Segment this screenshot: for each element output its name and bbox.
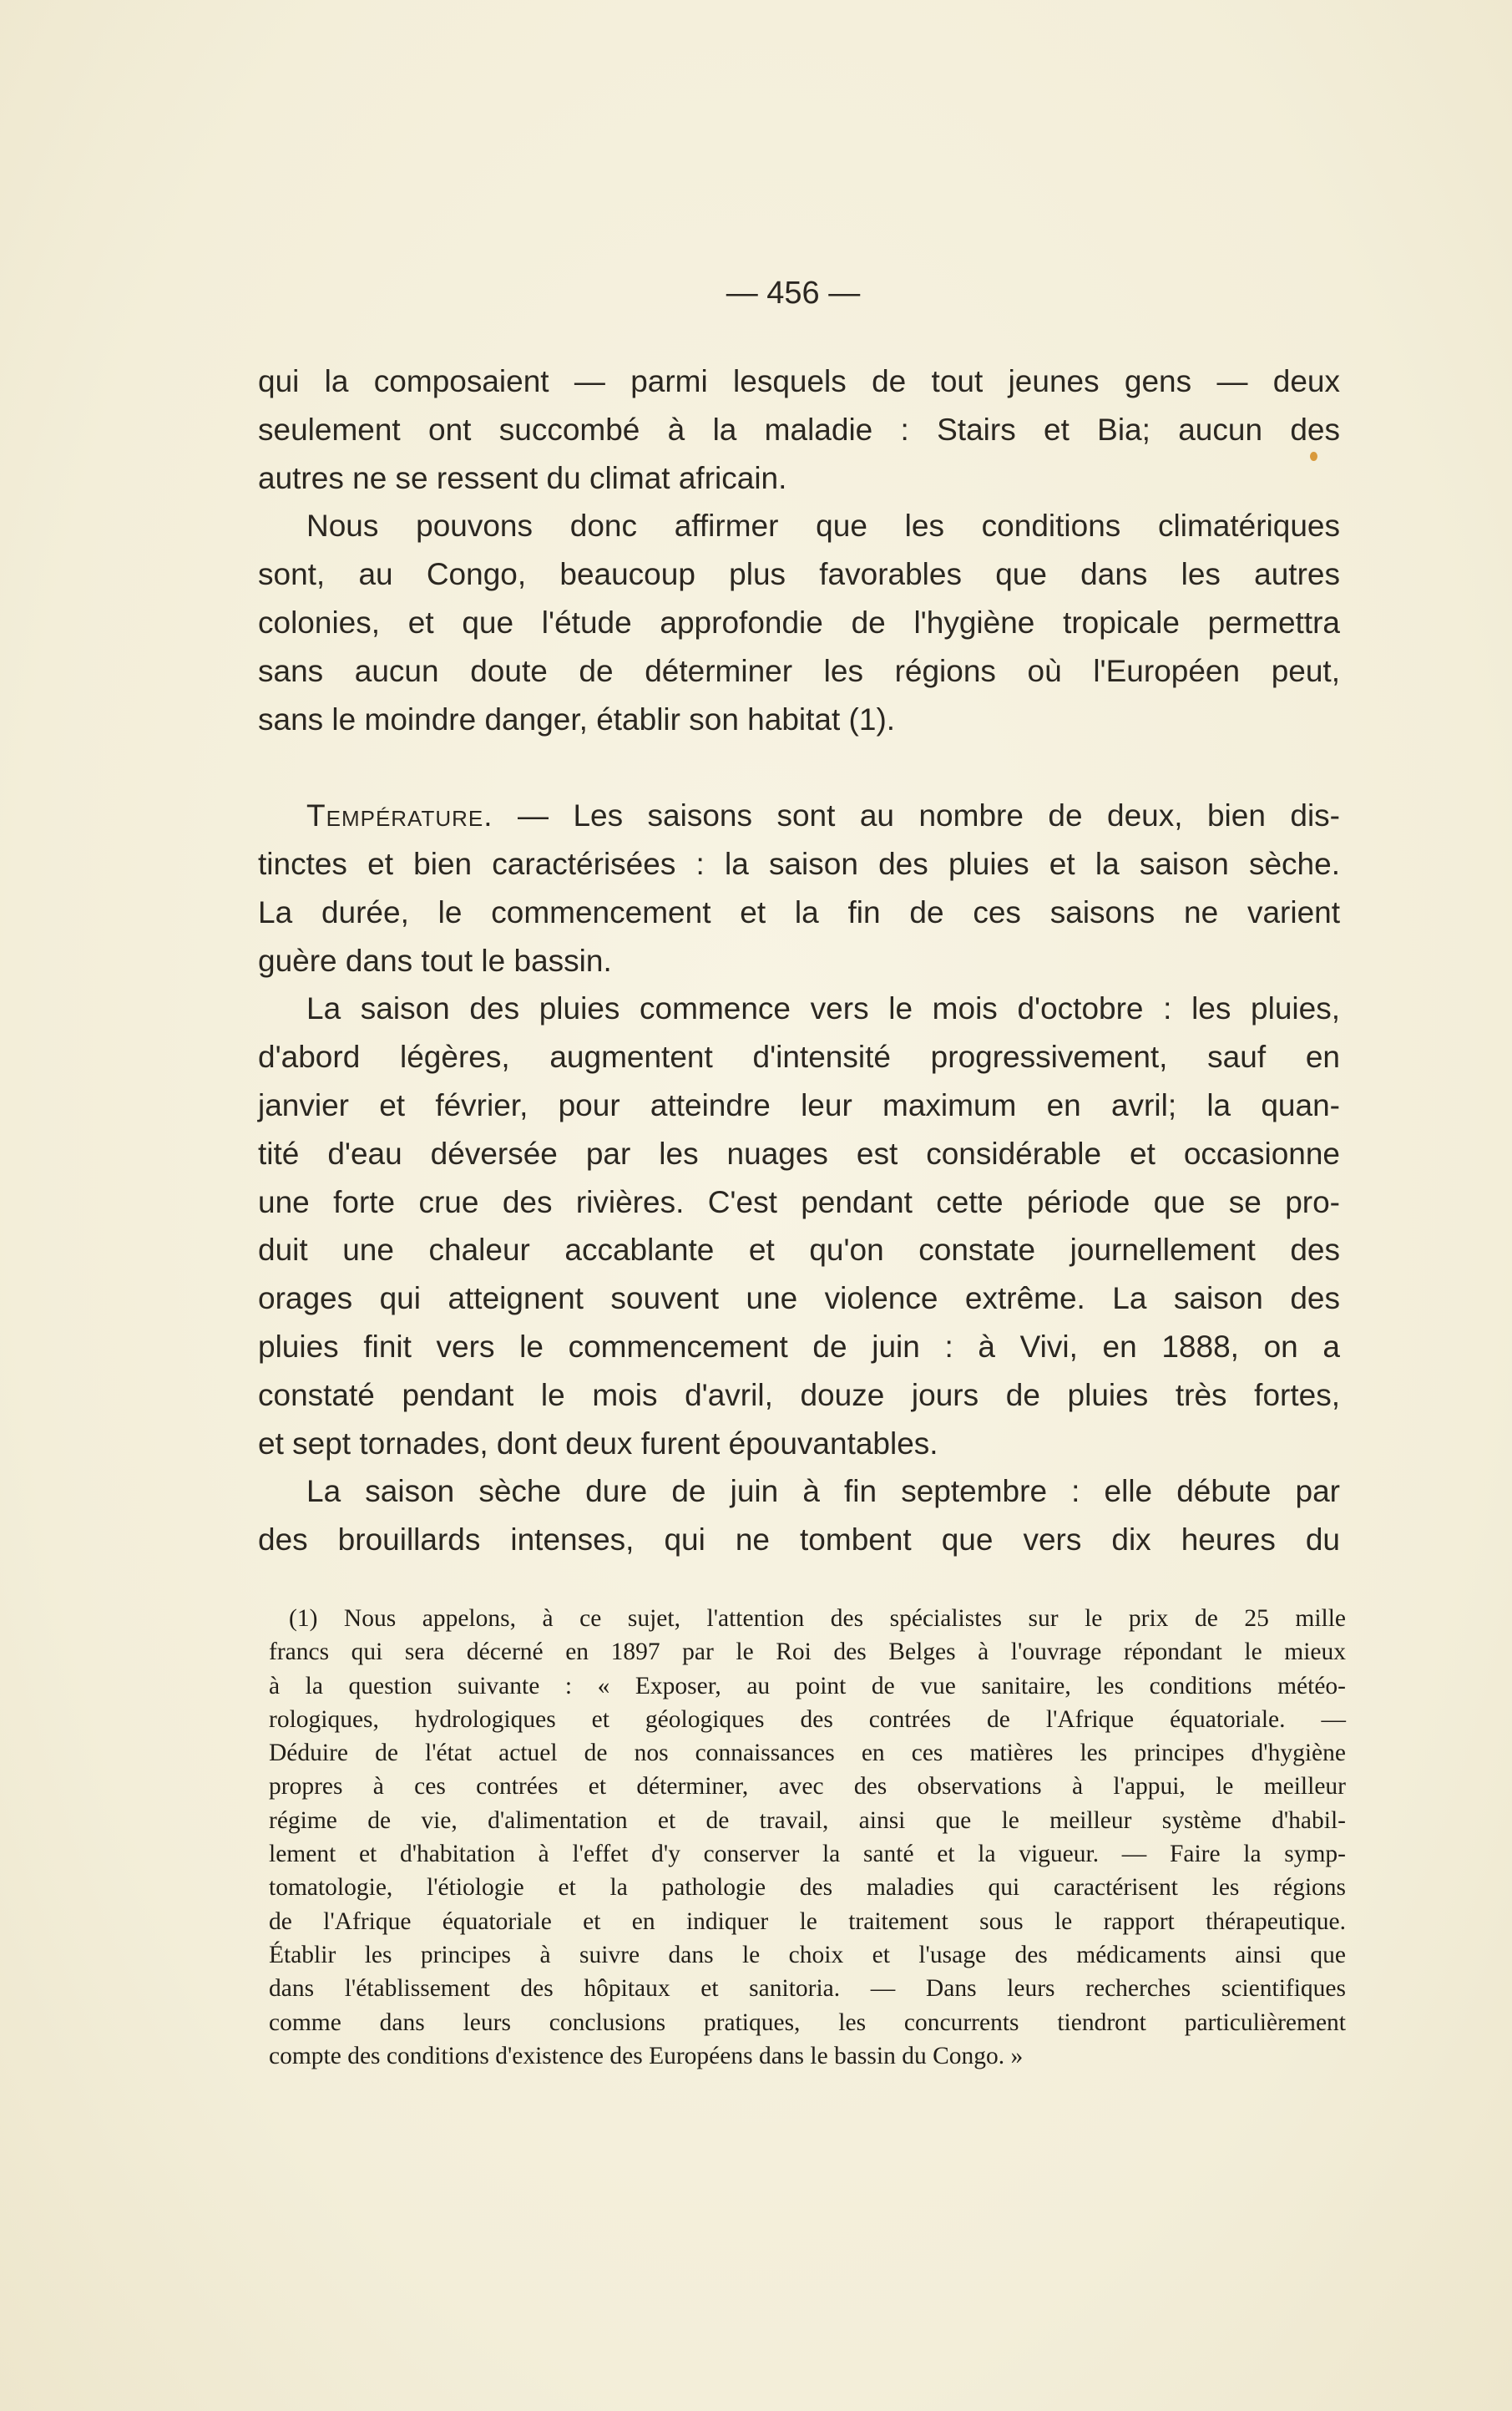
paragraph-gap: [258, 743, 1340, 792]
text-line: duit une chaleur accablante et qu'on constate journellement des: [258, 1233, 1340, 1268]
footnote-line: Déduire de l'état actuel de nos connaissances en ces matières les principes d'hygiène: [269, 1740, 1346, 1767]
text-line-rest: — Les saisons sont au nombre de deux, bien dis-: [493, 798, 1340, 833]
text-line: orages qui atteignent souvent une violence extrême. La saison des: [258, 1281, 1340, 1316]
footnote-line: rologiques, hydrologiques et géologiques des contrées de l'Afrique équatoriale. —: [269, 1705, 1346, 1733]
footnote-line: Établir les principes à suivre dans le choix et l'usage des médicaments ainsi que: [269, 1941, 1346, 1968]
text-line: Nous pouvons donc affirmer que les conditions climatériques: [306, 509, 1340, 544]
footnote-line: de l'Afrique équatoriale et en indiquer le traitement sous le rapport thérapeutique.: [269, 1907, 1346, 1935]
page-number: — 456 —: [726, 276, 861, 311]
footnote: [269, 1602, 1346, 2073]
text-line: La saison sèche dure de juin à fin septembre : elle débute par: [306, 1474, 1340, 1509]
text-line: qui la composaient — parmi lesquels de tout jeunes gens — deux: [258, 364, 1340, 398]
text-line: et sept tornades, dont deux furent épouvantables.: [258, 1426, 938, 1461]
text-line: tité d'eau déversée par les nuages est considérable et occasionne: [258, 1136, 1340, 1171]
text-line: une forte crue des rivières. C'est pendant cette période que se pro-: [258, 1184, 1340, 1219]
text-line: [258, 792, 1340, 840]
footnote-line: (1) Nous appelons, à ce sujet, l'attention des spécialistes sur le prix de 25 mille: [289, 1605, 1346, 1632]
footnote-line: dans l'établissement des hôpitaux et sanitoria. — Dans leurs recherches scientifiques: [269, 1975, 1346, 2003]
text-line: constaté pendant le mois d'avril, douze jours de pluies très fortes,: [258, 1377, 1340, 1412]
text-line: colonies, et que l'étude approfondie de l'hygiène tropicale permettra: [258, 605, 1340, 640]
text-line: pluies finit vers le commencement de juin : à Vivi, en 1888, on a: [258, 1329, 1340, 1364]
footnote-line: compte des conditions d'existence des Européens dans le bassin du Congo. »: [269, 2042, 1024, 2069]
text-line: autres ne se ressent du climat africain.: [258, 460, 787, 495]
footnote-line: comme dans leurs conclusions pratiques, les concurrents tiendront particulièrement: [269, 2008, 1346, 2036]
text-line: sans le moindre danger, établir son habitat (1).: [258, 702, 896, 737]
text-line: sont, au Congo, beaucoup plus favorables que dans les autres: [258, 557, 1340, 592]
footnote-line: lement et d'habitation à l'effet d'y conserver la santé et la vigueur. — Faire la symp-: [269, 1841, 1346, 1868]
text-line: tinctes et bien caractérisées : la saison des pluies et la saison sèche.: [258, 846, 1340, 881]
footnote-line: francs qui sera décerné en 1897 par le Roi des Belges à l'ouvrage répondant le mieux: [269, 1639, 1346, 1666]
section-heading: Température.: [306, 798, 493, 833]
text-line: La saison des pluies commence vers le mois d'octobre : les pluies,: [306, 991, 1340, 1026]
footnote-line: à la question suivante : « Exposer, au point de vue sanitaire, les conditions météo-: [269, 1672, 1346, 1699]
text-line: guère dans tout le bassin.: [258, 943, 612, 978]
text-line: des brouillards intenses, qui ne tombent que vers dix heures du: [258, 1522, 1340, 1558]
text-line: La durée, le commencement et la fin de ces saisons ne varient: [258, 894, 1340, 929]
footnote-line: propres à ces contrées et déterminer, avec des observations à l'appui, le meilleur: [269, 1773, 1346, 1801]
text-line: sans aucun doute de déterminer les régions où l'Européen peut,: [258, 653, 1340, 688]
text-line: seulement ont succombé à la maladie : Stairs et Bia; aucun des: [258, 412, 1340, 447]
body-text: [258, 357, 1340, 1564]
footnote-line: régime de vie, d'alimentation et de travail, ainsi que le meilleur système d'habil-: [269, 1806, 1346, 1834]
footnote-line: tomatologie, l'étiologie et la pathologie des maladies qui caractérisent les régions: [269, 1874, 1346, 1902]
text-line: janvier et février, pour atteindre leur maximum en avril; la quan-: [258, 1087, 1340, 1122]
text-line: d'abord légères, augmentent d'intensité progressivement, sauf en: [258, 1040, 1340, 1075]
